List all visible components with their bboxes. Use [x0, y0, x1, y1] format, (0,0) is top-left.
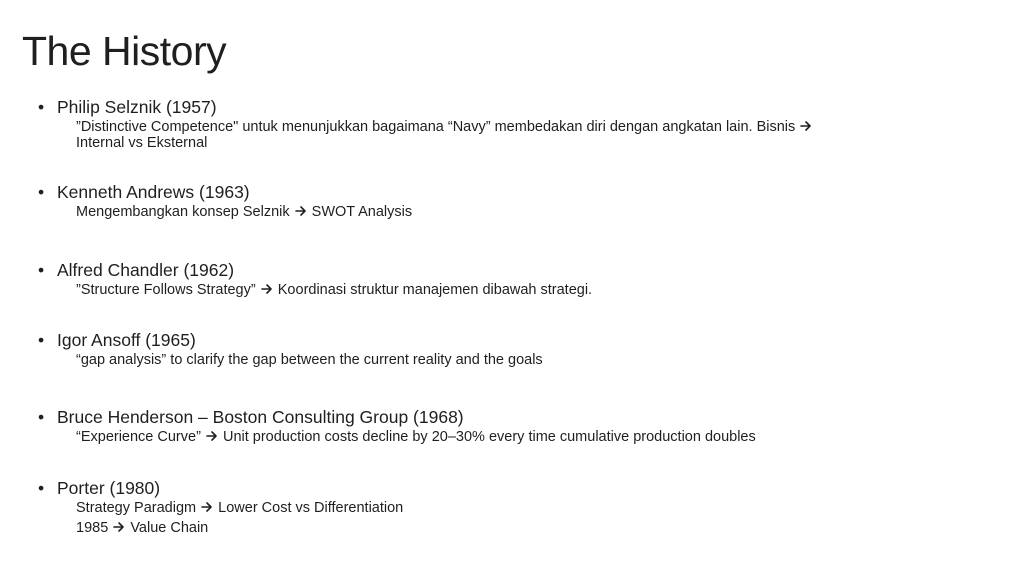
description-line: “gap analysis” to clarify the gap between the current reality and the goals	[76, 352, 543, 368]
arrow-right-icon	[206, 430, 218, 442]
entry-heading	[38, 477, 998, 499]
entry-description	[38, 282, 998, 298]
description-text: Mengembangkan konsep Selznik	[76, 204, 294, 220]
bullet: •	[38, 407, 45, 427]
entry-heading-text: Porter (1980)	[57, 478, 161, 498]
entry-heading-text: Bruce Henderson – Boston Consulting Group (1968)	[57, 407, 464, 427]
description-line	[76, 119, 998, 135]
description-text: Strategy Paradigm	[76, 500, 201, 516]
entry-heading	[38, 181, 998, 203]
description-line	[76, 429, 998, 445]
description-text: ”Distinctive Competence" untuk menunjukkan bagaimana “Navy” membedakan diri dengan angkatan lain. Bisnis	[76, 119, 800, 135]
entry-description	[38, 500, 998, 536]
arrow-right-icon	[261, 283, 273, 295]
description-text: “Experience Curve”	[76, 429, 205, 445]
entry-description	[38, 352, 998, 368]
history-entry-porter	[38, 477, 998, 536]
history-entry-ansoff	[38, 329, 998, 368]
description-text: Value Chain	[126, 520, 209, 536]
description-line	[76, 204, 998, 220]
entry-heading	[38, 406, 998, 428]
description-text: Unit production costs decline by 20–30% every time cumulative production doubles	[218, 429, 756, 445]
arrow-right-icon	[201, 501, 213, 513]
entry-heading-text: Kenneth Andrews (1963)	[57, 182, 250, 202]
description-line	[76, 282, 998, 298]
description-line	[76, 520, 998, 536]
entry-heading-text: Philip Selznik (1957)	[57, 97, 217, 117]
entry-description	[38, 119, 998, 151]
arrow-right-icon	[800, 120, 812, 132]
entry-description	[38, 429, 998, 445]
entry-heading-text: Igor Ansoff (1965)	[57, 330, 196, 350]
entry-heading	[38, 329, 998, 351]
arrow-right-icon	[295, 205, 307, 217]
description-text: SWOT Analysis	[307, 204, 413, 220]
description-text: Lower Cost vs Differentiation	[214, 500, 404, 516]
entry-heading	[38, 259, 998, 281]
history-entry-chandler	[38, 259, 998, 298]
entry-description	[38, 204, 998, 220]
bullet: •	[38, 182, 45, 202]
slide-title: The History	[22, 28, 227, 74]
arrow-right-icon	[113, 521, 125, 533]
history-entry-henderson	[38, 406, 998, 445]
history-entry-selznik	[38, 96, 998, 151]
description-text: 1985	[76, 520, 113, 536]
bullet: •	[38, 97, 45, 117]
entry-heading	[38, 96, 998, 118]
description-text: ”Structure Follows Strategy”	[76, 282, 260, 298]
entry-heading-text: Alfred Chandler (1962)	[57, 260, 235, 280]
bullet: •	[38, 330, 45, 350]
history-entry-andrews	[38, 181, 998, 220]
description-text: Koordinasi struktur manajemen dibawah strategi.	[273, 282, 593, 298]
bullet: •	[38, 260, 45, 280]
description-line: Internal vs Eksternal	[76, 135, 208, 151]
description-line	[76, 500, 998, 516]
bullet: •	[38, 478, 45, 498]
